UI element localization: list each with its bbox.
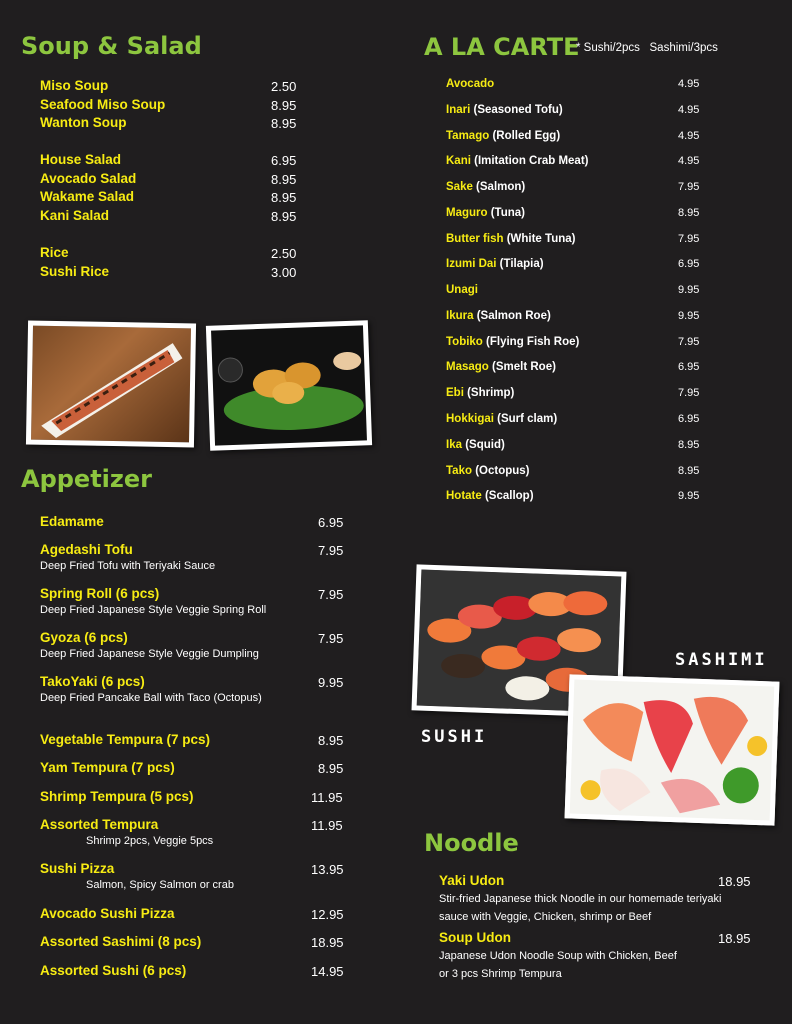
ala-carte-item-sub: (Salmon Roe) xyxy=(473,310,551,322)
ala-carte-item xyxy=(446,258,544,270)
soup-salad-heading: Soup & Salad xyxy=(21,32,202,60)
ala-carte-item-sub: (Surf clam) xyxy=(493,413,558,425)
menu-item-description: sauce with Veggie, Chicken, shrimp or Beef xyxy=(439,911,652,923)
menu-item-name: Avocado Sushi Pizza xyxy=(40,906,175,921)
ala-carte-item-price: 9.95 xyxy=(678,490,700,502)
menu-item-name: Assorted Tempura xyxy=(40,817,159,832)
menu-item-price: 18.95 xyxy=(718,931,751,946)
menu-item-price: 9.95 xyxy=(318,675,344,690)
ala-carte-item-sub: (Tilapia) xyxy=(496,258,544,270)
ala-carte-item-name: Tako xyxy=(446,465,472,477)
ala-carte-item-price: 8.95 xyxy=(678,439,700,451)
ala-carte-item xyxy=(446,284,478,296)
ala-carte-item-sub: (Rolled Egg) xyxy=(489,130,561,142)
ala-carte-item-name: Tobiko xyxy=(446,336,483,348)
menu-item-name: Gyoza (6 pcs) xyxy=(40,630,128,645)
ala-carte-item-price: 4.95 xyxy=(678,78,700,90)
ala-carte-item xyxy=(446,465,530,477)
menu-item-name: Soup Udon xyxy=(439,930,511,945)
ala-carte-item-price: 9.95 xyxy=(678,310,700,322)
menu-item-price: 18.95 xyxy=(718,874,751,889)
menu-item-price: 7.95 xyxy=(318,543,344,558)
ala-carte-item-price: 7.95 xyxy=(678,336,700,348)
ala-carte-item-sub: (White Tuna) xyxy=(503,233,576,245)
ala-carte-item-price: 6.95 xyxy=(678,413,700,425)
menu-item-name: Agedashi Tofu xyxy=(40,542,133,557)
ala-carte-item-sub: (Scallop) xyxy=(481,490,534,502)
ala-carte-item xyxy=(446,490,534,502)
ala-carte-item-sub: (Salmon) xyxy=(472,181,526,193)
ala-carte-item xyxy=(446,155,588,167)
appetizer-heading: Appetizer xyxy=(21,465,152,493)
ala-carte-item xyxy=(446,181,525,193)
menu-item-description: Deep Fried Japanese Style Veggie Dumpling xyxy=(40,648,259,660)
menu-item-price: 13.95 xyxy=(311,862,344,877)
menu-item-name: Edamame xyxy=(40,514,104,529)
ala-carte-item-price: 8.95 xyxy=(678,465,700,477)
menu-item-name: Vegetable Tempura (7 pcs) xyxy=(40,732,211,747)
ala-carte-item-name: Izumi Dai xyxy=(446,258,497,270)
ala-carte-item-name: Inari xyxy=(446,104,471,116)
ala-carte-item-price: 8.95 xyxy=(678,207,700,219)
ala-carte-item-name: Hokkigai xyxy=(446,413,494,425)
ala-carte-item xyxy=(446,439,505,451)
menu-item-name: Shrimp Tempura (5 pcs) xyxy=(40,789,194,804)
menu-item-name: Spring Roll (6 pcs) xyxy=(40,586,160,601)
ala-carte-item-sub: (Seasoned Tofu) xyxy=(470,104,563,116)
ala-carte-item-sub: (Tuna) xyxy=(487,207,526,219)
menu-item-name: Wakame Salad xyxy=(40,189,135,204)
menu-item-price: 18.95 xyxy=(311,935,344,950)
menu-item-price: 8.95 xyxy=(318,733,344,748)
menu-item-name: Kani Salad xyxy=(40,208,110,223)
ala-carte-item-name: Tamago xyxy=(446,130,490,142)
sashimi-label: SASHIMI xyxy=(675,650,768,670)
ala-carte-item-price: 6.95 xyxy=(678,361,700,373)
menu-item-description: Salmon, Spicy Salmon or crab xyxy=(86,879,234,891)
menu-item-price: 8.95 xyxy=(271,190,297,205)
ala-carte-item-sub: (Octopus) xyxy=(472,465,530,477)
ala-carte-item xyxy=(446,78,494,90)
menu-item-price: 8.95 xyxy=(271,116,297,131)
ala-carte-item xyxy=(446,387,514,399)
ala-carte-item-name: Avocado xyxy=(446,78,495,90)
ala-carte-item-name: Ebi xyxy=(446,387,464,399)
menu-item-price: 3.00 xyxy=(271,265,297,280)
menu-item-description: Shrimp 2pcs, Veggie 5pcs xyxy=(86,835,214,847)
ala-carte-item-name: Ikura xyxy=(446,310,474,322)
menu-item-price: 8.95 xyxy=(271,172,297,187)
menu-item-name: Assorted Sashimi (8 pcs) xyxy=(40,934,202,949)
shrimp-tempura-photo xyxy=(206,320,372,451)
ala-carte-note: * Sushi/2pcs Sashimi/3pcs xyxy=(576,42,718,54)
menu-item-price: 11.95 xyxy=(311,818,343,833)
menu-item-price: 6.95 xyxy=(271,153,297,168)
ala-carte-item xyxy=(446,310,551,322)
menu-item-name: Sushi Rice xyxy=(40,264,110,279)
menu-item-name: TakoYaki (6 pcs) xyxy=(40,674,145,689)
ala-carte-item xyxy=(446,361,556,373)
ala-carte-item xyxy=(446,104,563,116)
menu-item-name: House Salad xyxy=(40,152,122,167)
menu-item-description: or 3 pcs Shrimp Tempura xyxy=(439,968,562,980)
menu-item-name: Assorted Sushi (6 pcs) xyxy=(40,963,187,978)
ala-carte-item xyxy=(446,233,575,245)
ala-carte-item xyxy=(446,130,560,142)
ala-carte-item-name: Maguro xyxy=(446,207,488,219)
ala-carte-item-sub: (Flying Fish Roe) xyxy=(482,336,580,348)
menu-item-price: 8.95 xyxy=(271,98,297,113)
sashimi-photo xyxy=(565,674,780,825)
ala-carte-item-name: Ika xyxy=(446,439,462,451)
menu-item-name: Miso Soup xyxy=(40,78,109,93)
ala-carte-item-sub: (Smelt Roe) xyxy=(488,361,556,373)
ala-carte-item-price: 7.95 xyxy=(678,181,700,193)
ala-carte-item-name: Masago xyxy=(446,361,489,373)
sushi-label: SUSHI xyxy=(421,727,488,747)
menu-item-description: Japanese Udon Noodle Soup with Chicken, Beef xyxy=(439,950,677,962)
ala-carte-item-price: 4.95 xyxy=(678,104,700,116)
ala-carte-item-price: 7.95 xyxy=(678,387,700,399)
menu-item-name: Seafood Miso Soup xyxy=(40,97,166,112)
ala-carte-item xyxy=(446,336,579,348)
menu-item-price: 11.95 xyxy=(311,790,343,805)
menu-item-price: 7.95 xyxy=(318,631,344,646)
ala-carte-item-sub: (Squid) xyxy=(462,439,505,451)
ala-carte-heading: A LA CARTE xyxy=(424,33,580,61)
sushi-roll-photo xyxy=(26,321,196,448)
menu-item-name: Rice xyxy=(40,245,69,260)
ala-carte-item-price: 4.95 xyxy=(678,130,700,142)
ala-carte-item-sub: (Imitation Crab Meat) xyxy=(470,155,589,167)
menu-item-name: Avocado Salad xyxy=(40,171,137,186)
ala-carte-item-name: Sake xyxy=(446,181,473,193)
ala-carte-item-name: Hotate xyxy=(446,490,482,502)
ala-carte-item xyxy=(446,413,557,425)
menu-item-name: Yaki Udon xyxy=(439,873,505,888)
ala-carte-item xyxy=(446,207,525,219)
menu-item-price: 6.95 xyxy=(318,515,344,530)
ala-carte-item-name: Kani xyxy=(446,155,471,167)
menu-item-description: Deep Fried Pancake Ball with Taco (Octopus) xyxy=(40,692,262,704)
menu-item-name: Sushi Pizza xyxy=(40,861,115,876)
ala-carte-item-price: 4.95 xyxy=(678,155,700,167)
menu-item-price: 8.95 xyxy=(271,209,297,224)
menu-item-name: Yam Tempura (7 pcs) xyxy=(40,760,175,775)
menu-item-price: 12.95 xyxy=(311,907,344,922)
menu-item-description: Deep Fried Tofu with Teriyaki Sauce xyxy=(40,560,216,572)
menu-item-price: 7.95 xyxy=(318,587,344,602)
menu-item-price: 14.95 xyxy=(311,964,344,979)
ala-carte-item-sub: (Shrimp) xyxy=(463,387,515,399)
ala-carte-item-price: 7.95 xyxy=(678,233,700,245)
menu-item-price: 8.95 xyxy=(318,761,344,776)
noodle-heading: Noodle xyxy=(424,829,519,857)
menu-item-price: 2.50 xyxy=(271,79,297,94)
ala-carte-item-name: Butter fish xyxy=(446,233,504,245)
menu-item-name: Wanton Soup xyxy=(40,115,127,130)
ala-carte-item-price: 6.95 xyxy=(678,258,700,270)
ala-carte-item-name: Unagi xyxy=(446,284,478,296)
menu-item-price: 2.50 xyxy=(271,246,297,261)
ala-carte-item-price: 9.95 xyxy=(678,284,700,296)
menu-item-description: Stir-fried Japanese thick Noodle in our homemade teriyaki xyxy=(439,893,722,905)
menu-item-description: Deep Fried Japanese Style Veggie Spring Roll xyxy=(40,604,267,616)
